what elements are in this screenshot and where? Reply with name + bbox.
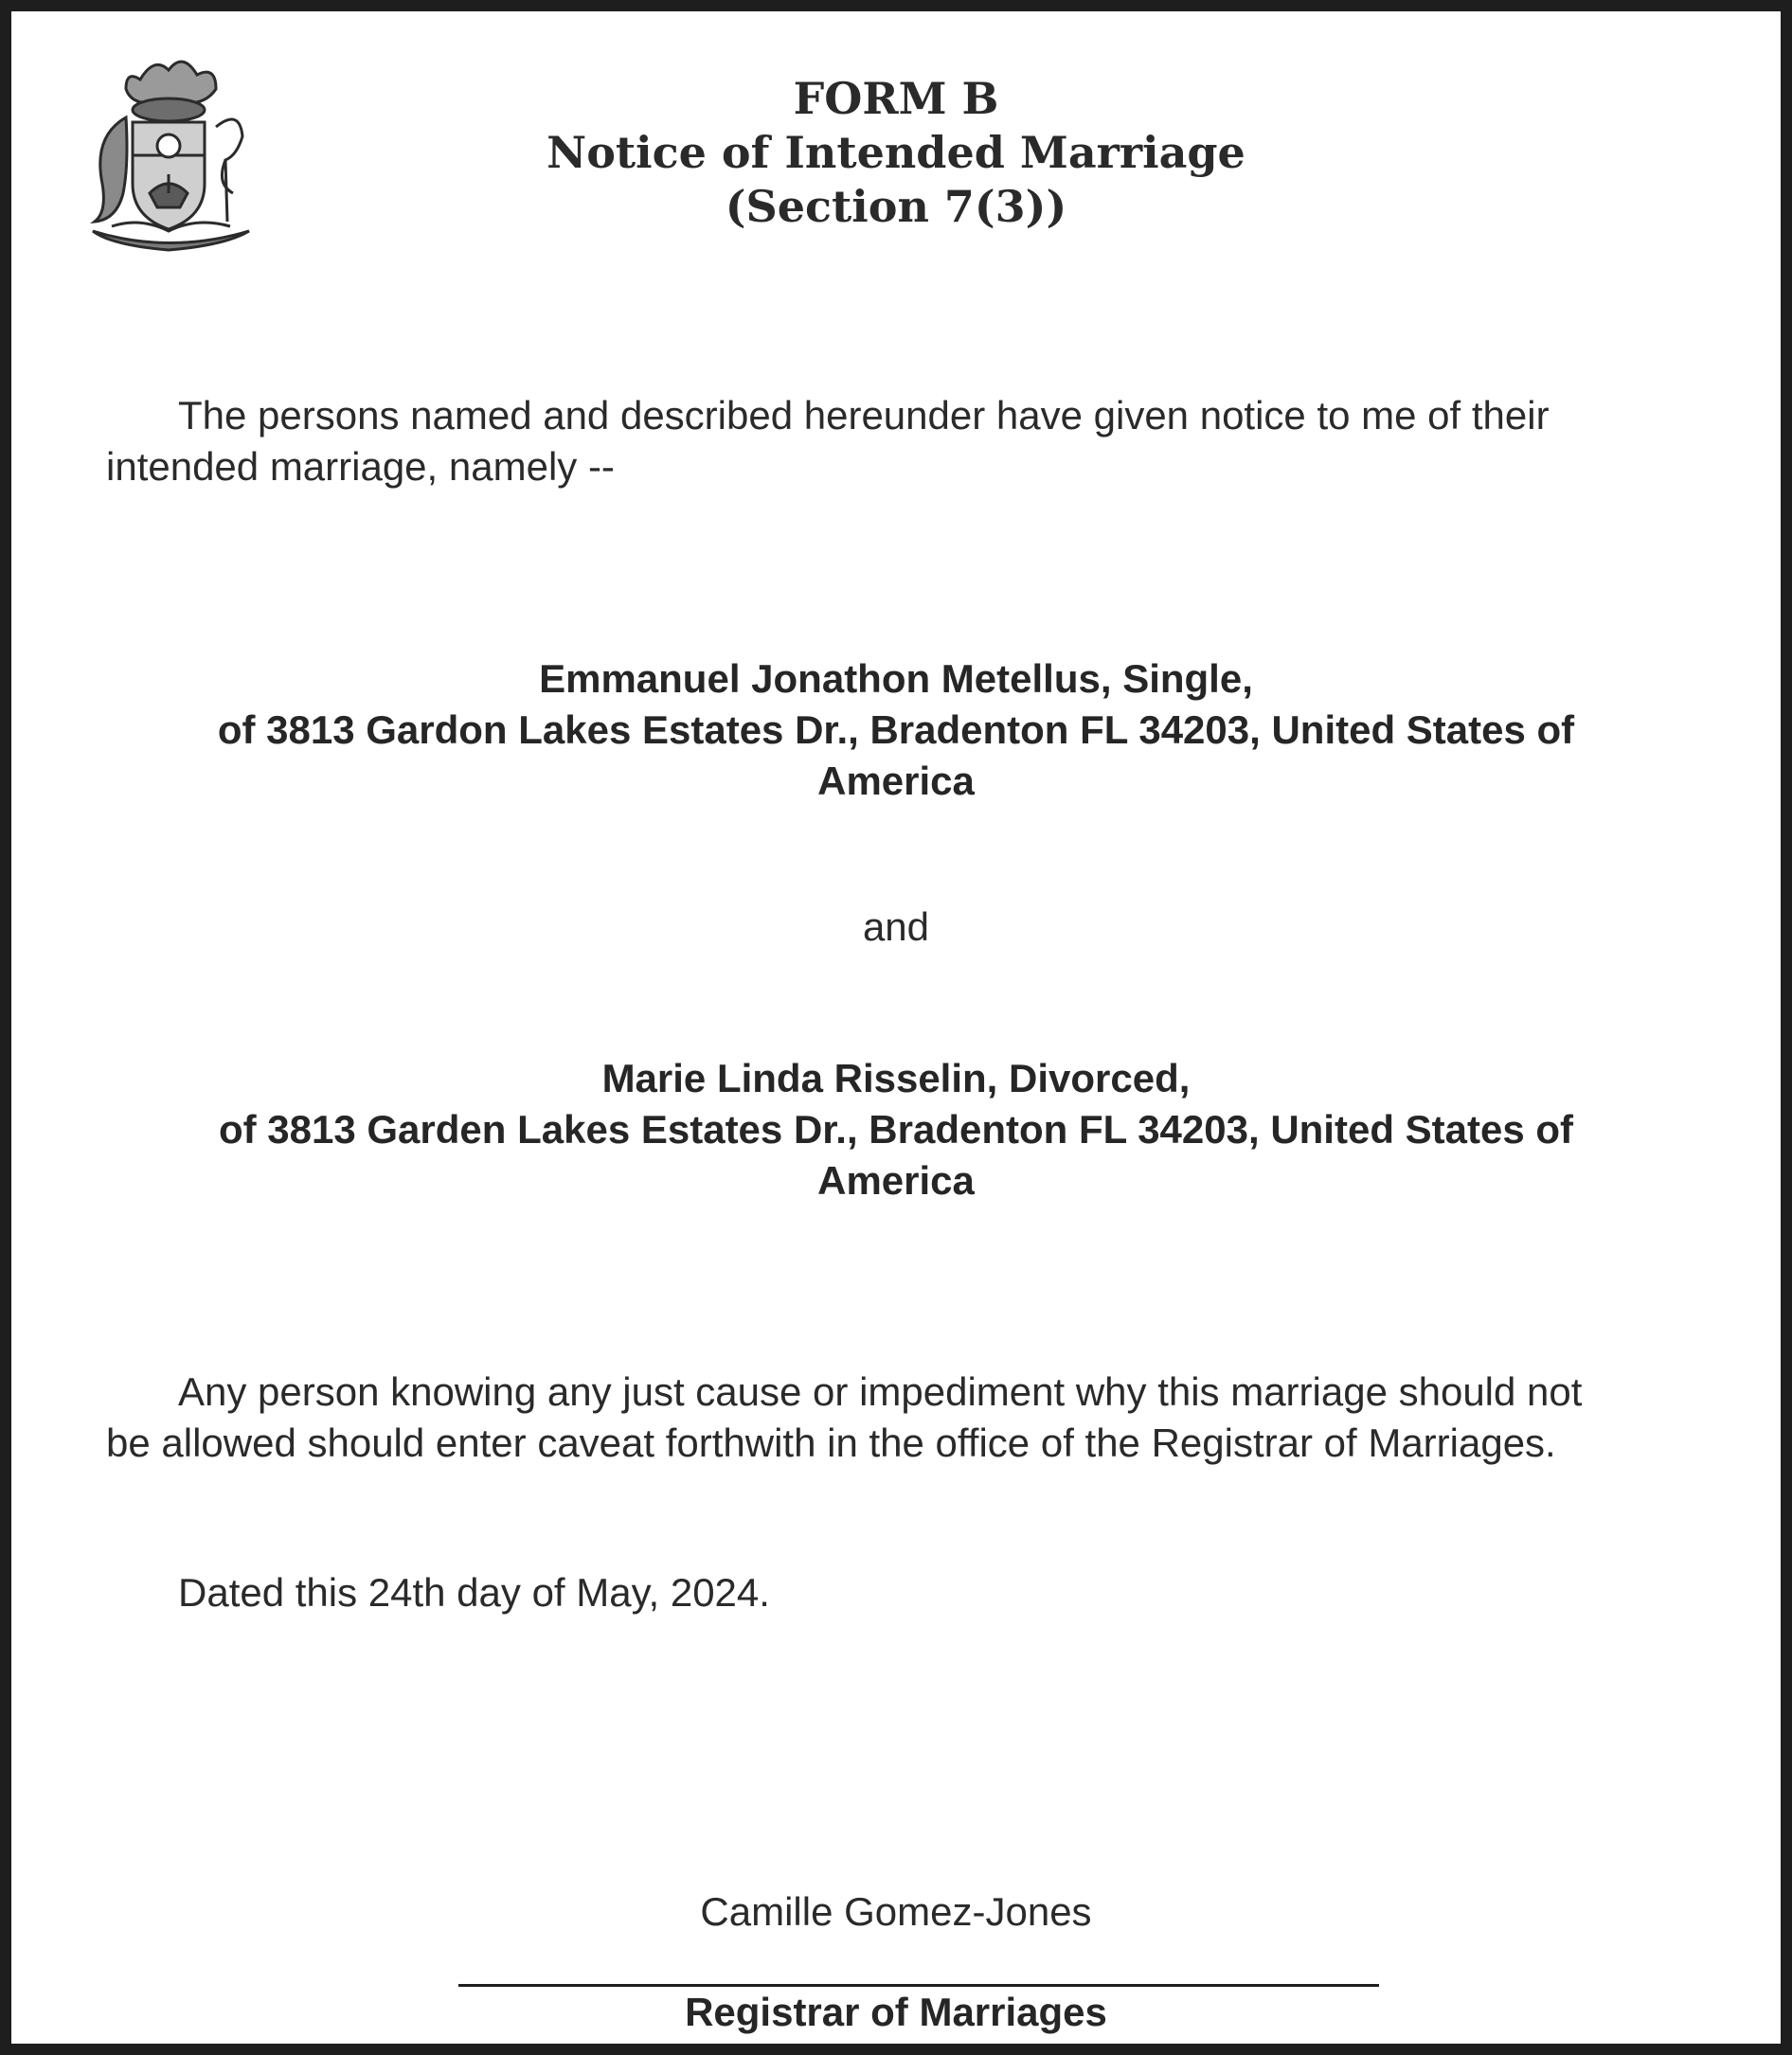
caveat-paragraph: [106, 1367, 1716, 1469]
registrar-title: Registrar of Marriages: [685, 1990, 1107, 2034]
intro-paragraph: [106, 390, 1716, 492]
intro-line-2: intended marriage, namely --: [106, 444, 615, 489]
party-1-address-line-2: America: [817, 759, 975, 803]
party-2-name: Marie Linda Risselin, Divorced,: [601, 1056, 1191, 1100]
party-1-name: Emmanuel Jonathon Metellus, Single,: [539, 656, 1253, 701]
caveat-line-1: Any person knowing any just cause or impediment why this marriage should not: [178, 1369, 1583, 1414]
registrar-name: Camille Gomez-Jones: [700, 1889, 1092, 1934]
form-label: FORM B: [793, 73, 999, 124]
caveat-line-2: be allowed should enter caveat forthwith in the office of the Registrar of Marriages.: [106, 1421, 1556, 1465]
form-title: Notice of Intended Marriage: [547, 127, 1245, 178]
party-1-block: [0, 653, 1792, 807]
party-2-block: [0, 1053, 1792, 1206]
conjunction-text: and: [862, 904, 930, 949]
intro-line-1: The persons named and described hereunder have given notice to me of their: [178, 393, 1550, 438]
party-1-address-line-1: of 3813 Gardon Lakes Estates Dr., Bradenton FL 34203, United States of: [217, 707, 1575, 752]
dated-line: Dated this 24th day of May, 2024.: [178, 1570, 770, 1615]
form-header: [0, 72, 1792, 234]
party-2-address-line-1: of 3813 Garden Lakes Estates Dr., Bradenton FL 34203, United States of: [218, 1107, 1574, 1152]
form-section: (Section 7(3)): [725, 181, 1067, 232]
party-2-address-line-2: America: [817, 1158, 975, 1203]
dated-paragraph: [106, 1567, 1716, 1618]
